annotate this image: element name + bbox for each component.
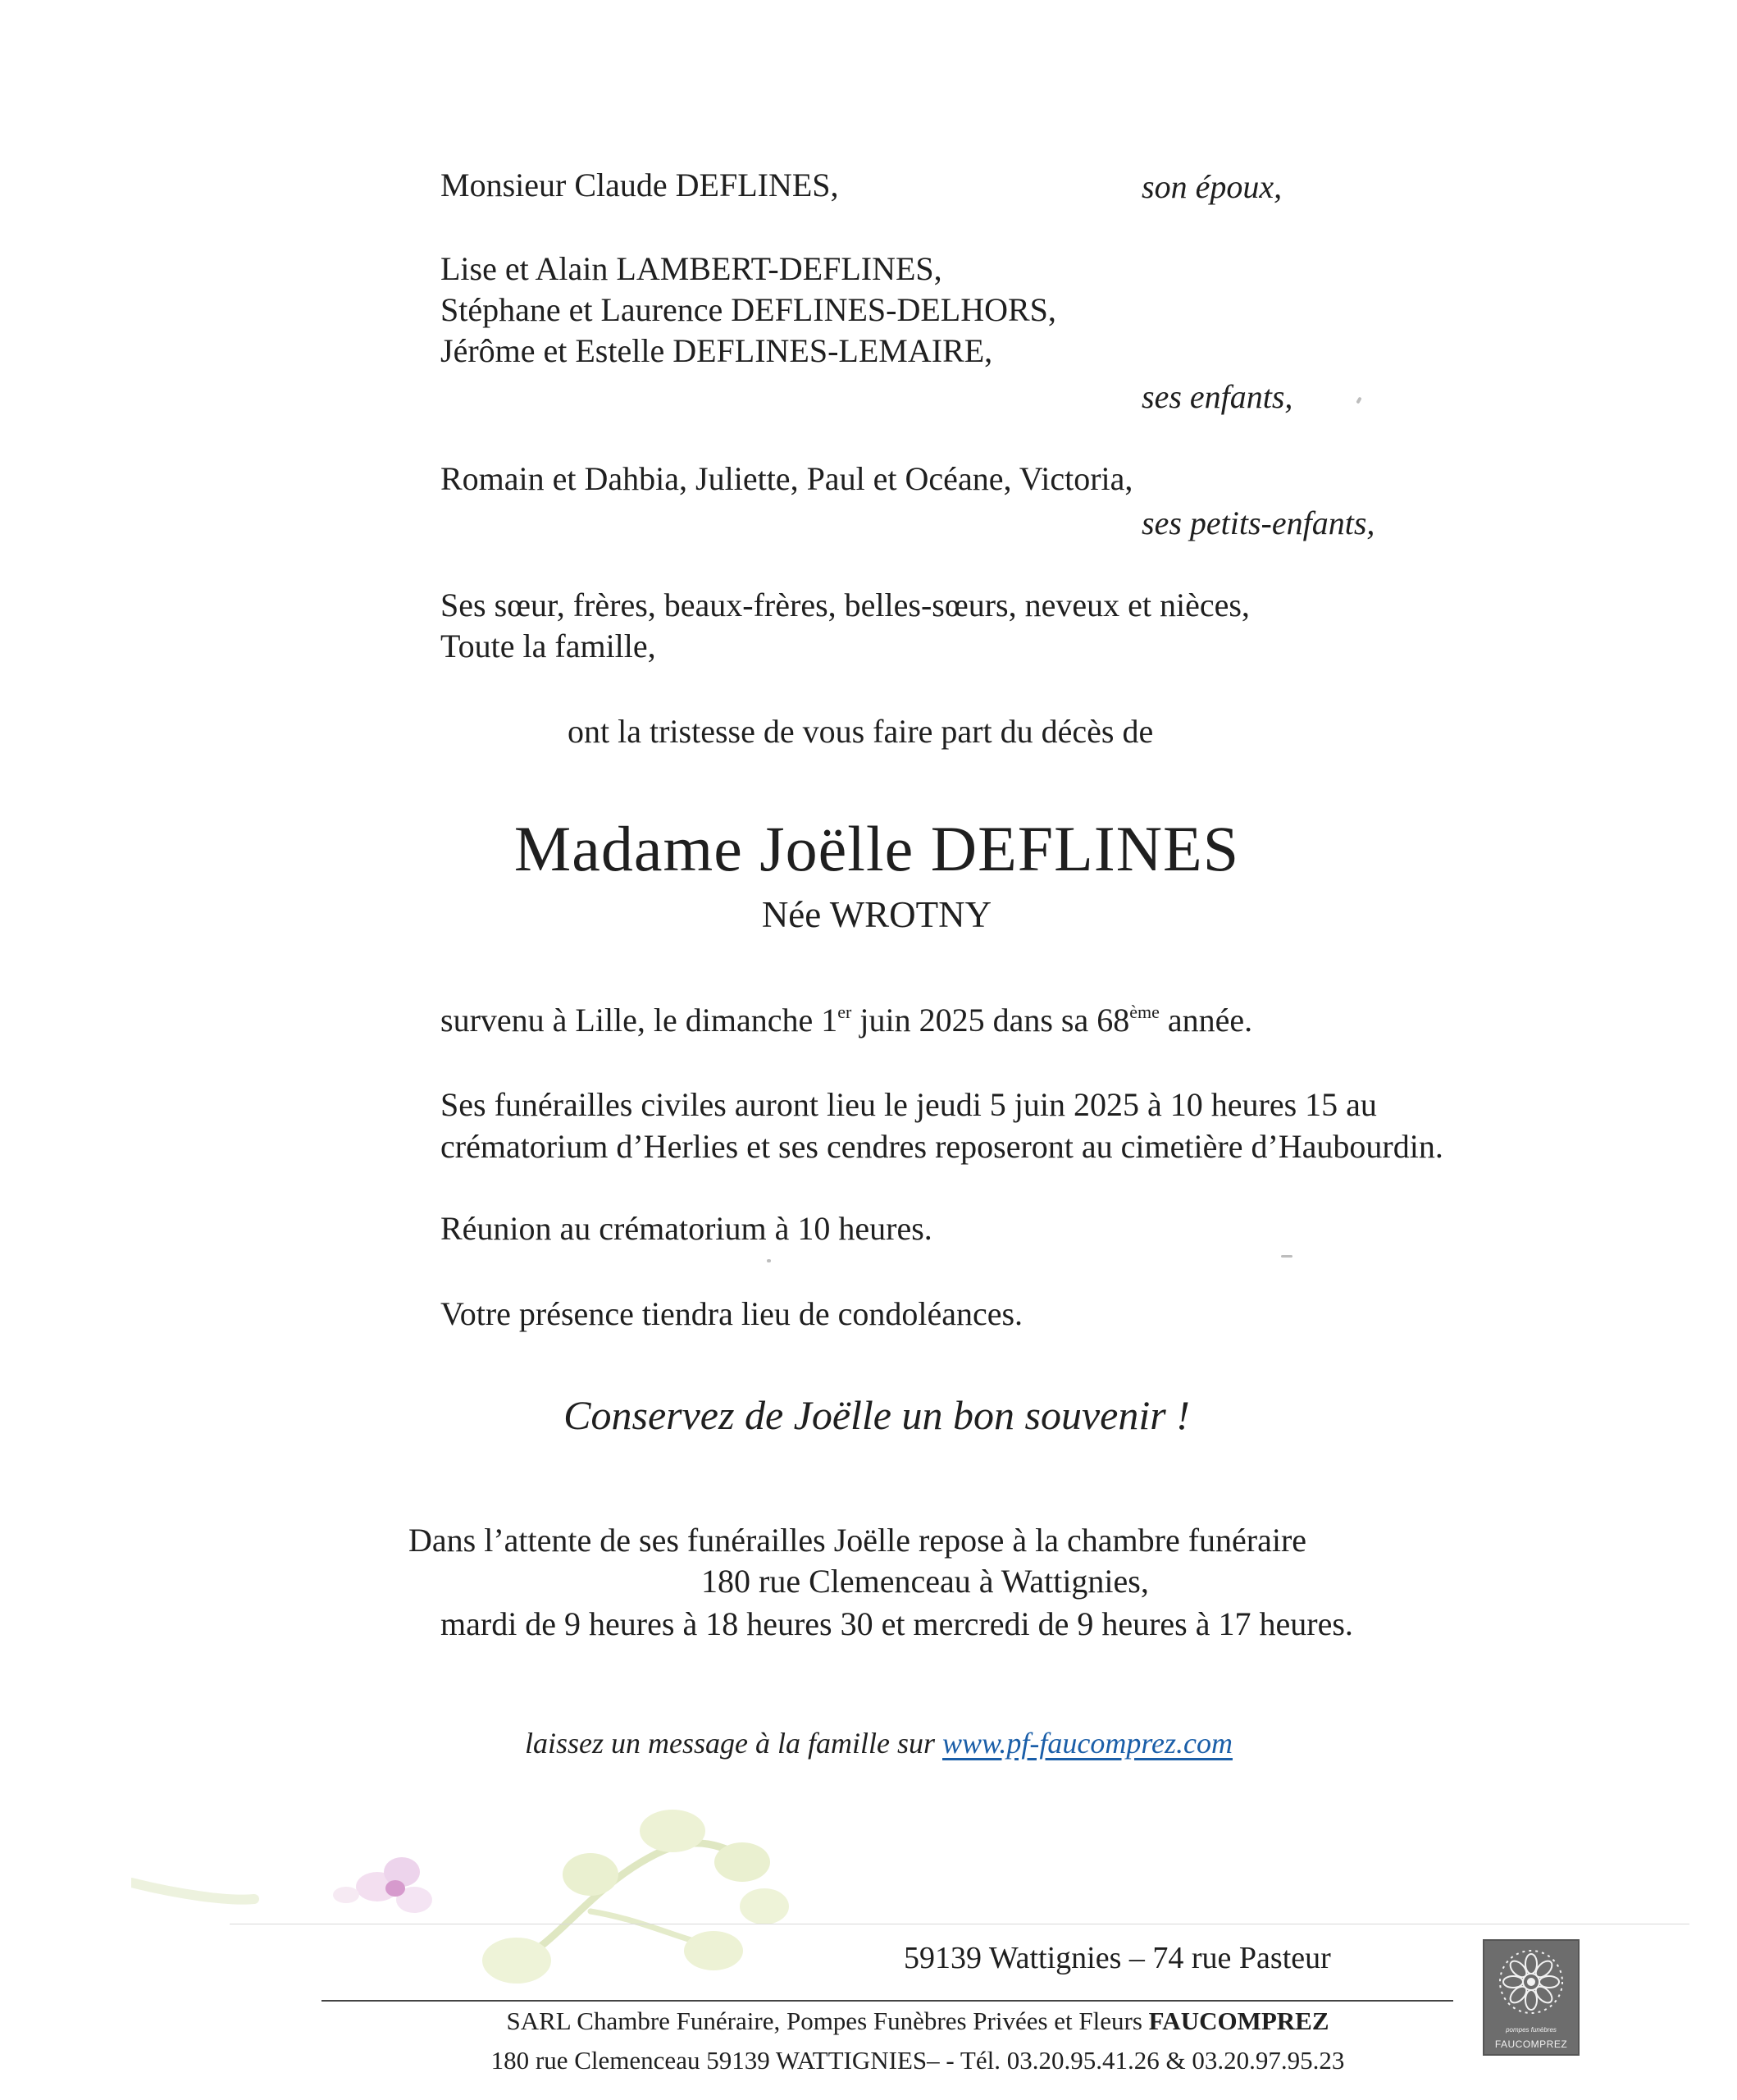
grandchildren-line: Romain et Dahbia, Juliette, Paul et Océane, Victoria, [440,460,1133,497]
meeting-line: Réunion au crématorium à 10 heures. [440,1210,932,1247]
flower-rosette-icon [1484,1941,1578,2023]
company-brand: FAUCOMPREZ [1148,2006,1329,2035]
relatives-line-1: Ses sœur, frères, beaux-frères, belles-sœurs, neveux et nièces, [440,587,1250,623]
footer-address: 59139 Wattignies – 74 rue Pasteur [904,1941,1331,1975]
scan-speck [1356,397,1361,404]
company-contact: 180 rue Clemenceau 59139 WATTIGNIES– - Tél. 03.20.95.41.26 & 03.20.97.95.23 [490,2046,1345,2075]
visitation-line-1: Dans l’attente de ses funérailles Joëlle repose à la chambre funéraire [408,1522,1307,1559]
faucomprez-logo [1483,1939,1580,2056]
children-role: ses enfants, [1142,378,1293,415]
web-message [525,1726,1233,1760]
grandchildren-role: ses petits-enfants, [1142,504,1375,541]
company-name-line [0,2006,1737,2036]
child-line-3: Jérôme et Estelle DEFLINES-LEMAIRE, [440,332,993,369]
logo-name: FAUCOMPREZ [1494,2038,1568,2050]
child-line-1: Lise et Alain LAMBERT-DEFLINES, [440,250,942,287]
ordinal-superscript-age: ème [1129,1002,1160,1022]
funeral-line-2: crématorium d’Herlies et ses cendres reposeront au cimetière d’Haubourdin. [440,1128,1443,1165]
web-message-text: laissez un message à la famille sur [525,1727,942,1760]
spouse-role: son époux, [1142,168,1283,205]
maiden-name: Née WROTNY [761,894,992,935]
funeral-line-1: Ses funérailles civiles auront lieu le jeudi 5 juin 2025 à 10 heures 15 au [440,1086,1377,1123]
memorial-quote: Conservez de Joëlle un bon souvenir ! [563,1392,1190,1438]
footer-divider [321,2000,1453,2002]
announcement-intro: ont la tristesse de vous faire part du décès de [568,713,1154,750]
child-line-2: Stéphane et Laurence DEFLINES-DELHORS, [440,291,1056,328]
website-link[interactable]: www.pf-faucomprez.com [942,1727,1233,1760]
logo-tagline: pompes funèbres [1506,2026,1557,2034]
visitation-line-2: 180 rue Clemenceau à Wattignies, [701,1563,1149,1600]
company-description: SARL Chambre Funéraire, Pompes Funèbres Privées et Fleurs [506,2006,1149,2035]
death-details-end: année. [1159,1002,1253,1039]
spouse-name: Monsieur Claude DEFLINES, [440,167,839,203]
scan-speck [1281,1255,1292,1258]
death-details-middle: juin 2025 dans sa 68 [851,1002,1130,1039]
orchid-decoration-icon [131,1796,869,1993]
death-details-start: survenu à Lille, le dimanche 1 [440,1002,838,1039]
scan-speck [767,1259,771,1262]
condolences-line: Votre présence tiendra lieu de condoléances. [440,1295,1024,1332]
relatives-line-2: Toute la famille, [440,628,656,664]
deceased-name: Madame Joëlle DEFLINES [513,813,1240,884]
ordinal-superscript: er [837,1002,852,1022]
death-details [440,1004,1252,1037]
visitation-line-3: mardi de 9 heures à 18 heures 30 et mercredi de 9 heures à 17 heures. [440,1605,1353,1642]
